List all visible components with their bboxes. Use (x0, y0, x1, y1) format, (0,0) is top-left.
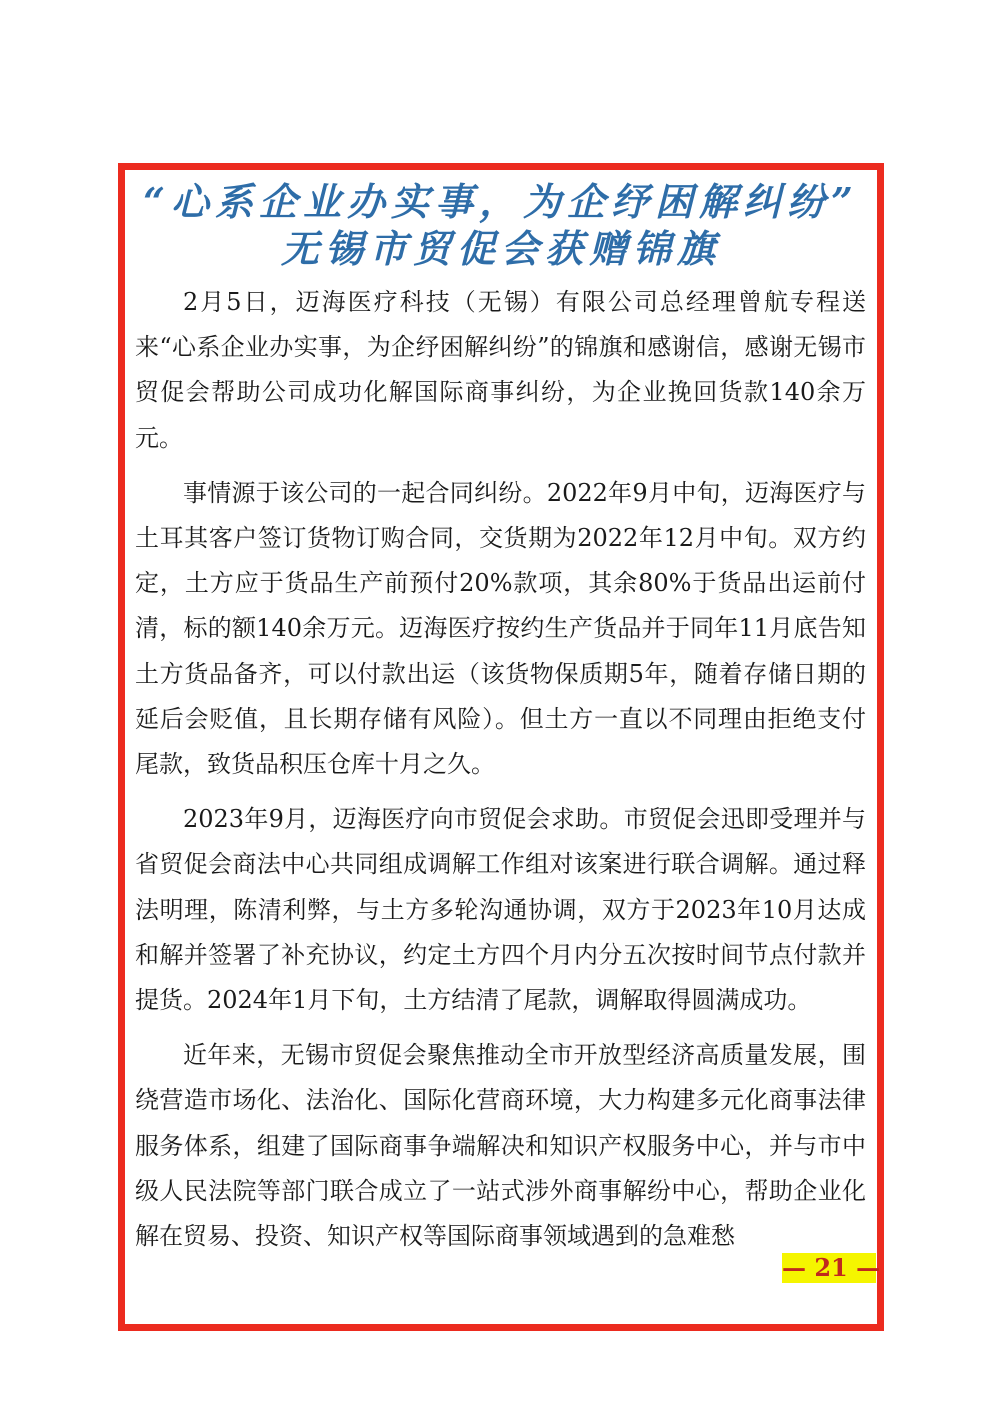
page-number: — 21 — (782, 1253, 881, 1282)
paragraph-1: 2月5日，迈海医疗科技（无锡）有限公司总经理曾航专程送来“心系企业办实事，为企纾困解纠纷”的锦旗和感谢信，感谢无锡市贸促会帮助公司成功化解国际商事纠纷，为企业挽回货款140余万元。 (135, 288, 866, 452)
paragraph-2: 事情源于该公司的一起合同纠纷。2022年9月中旬，迈海医疗与土耳其客户签订货物订购合同，交货期为2022年12月中旬。双方约定，土方应于货品生产前预付20%款项，其余80%于货品出运前付清，标的额140余万元。迈海医疗按约生产货品并于同年11月底告知土方货品备齐，可以付款出运（该货物保质期5年，随着存储日期的延后会贬值，且长期存储有风险）。但土方一直以不同理由拒绝支付尾款，致货品积压仓库十月之久。 (135, 478, 866, 779)
paragraph-4: 近年来，无锡市贸促会聚焦推动全市开放型经济高质量发展，围绕营造市场化、法治化、国际化营商环境，大力构建多元化商事法律服务体系，组建了国际商事争端解决和知识产权服务中心，并与市中级人民法院等部门联合成立了一站式涉外商事解纷中心，帮助企业化解在贸易、投资、知识产权等国际商事领域遇到的急难愁 (135, 1041, 866, 1251)
article-body (135, 280, 866, 1269)
article-title-line-1: “心系企业办实事，为企纾困解纠纷” (143, 179, 859, 224)
paragraph-3: 2023年9月，迈海医疗向市贸促会求助。市贸促会迅即受理并与省贸促会商法中心共同组成调解工作组对该案进行联合调解。通过释法明理，陈清利弊，与土方多轮沟通协调，双方于2023年10月达成和解并签署了补充协议，约定土方四个月内分五次按时间节点付款并提货。2024年1月下旬，土方结清了尾款，调解取得圆满成功。 (135, 805, 866, 1015)
article-title-line-2: 无锡市贸促会获赠锦旗 (280, 226, 721, 271)
